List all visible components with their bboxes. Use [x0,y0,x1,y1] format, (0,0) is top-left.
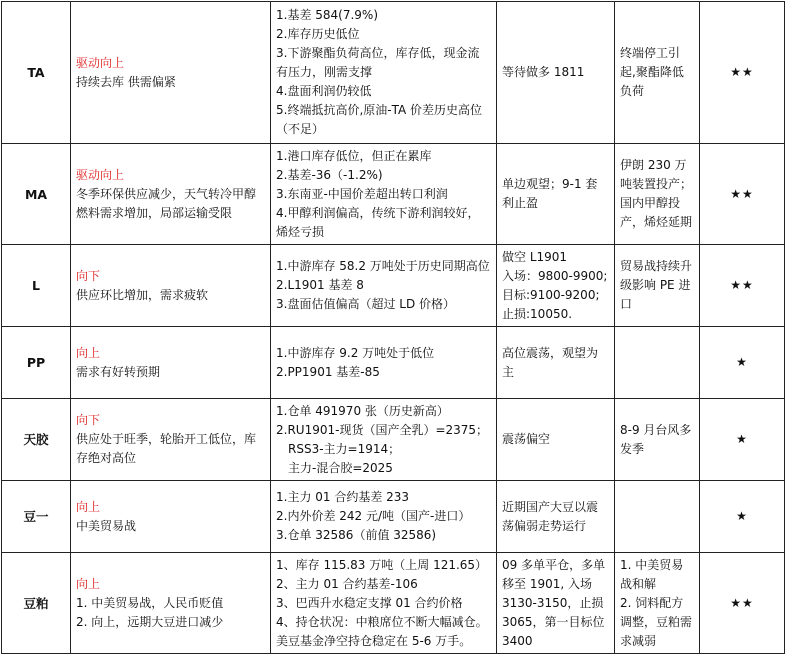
point-item: 3、巴西升水稳定支撑 01 合约价格 [276,595,463,610]
view-cell [71,399,271,481]
product-name: PP [2,327,71,399]
point-item: 1.中游库存 9.2 万吨处于低位 [276,345,435,360]
risk-text: 贸易战持续升级影响 PE 进口 [620,259,693,311]
strategy-cell [497,553,615,654]
point-item: 1、库存 115.83 万吨（上周 121.65） [276,557,488,572]
risk-text: 8-9 月台风多发季 [620,422,692,456]
point-item: 2.PP1901 基差-85 [276,364,380,379]
view-text: 供应环比增加，需求疲软 [76,287,209,302]
strategy-text: 09 多单平仓，多单移至 1901, 入场 3130-3150，止损 3065，第一目标位 3400 [502,557,606,648]
strategy-text: 高位震荡，观望为主 [502,345,599,379]
table-row [2,481,785,553]
point-item: 3.东南亚-中国价差超出转口利润 [276,186,448,201]
strategy-cell [497,2,615,144]
point-item: RSS3-主力=1914； [288,441,401,456]
view-text: 1. 中美贸易战，人民币贬值 [76,595,224,610]
direction-label: 驱动向上 [76,167,125,182]
risk-text: 2. 饲料配方调整，豆粕需求减弱 [620,595,693,648]
risk-text: 1. 中美贸易战和解 [620,557,684,591]
rating-stars: ★ [700,327,785,399]
points-cell [271,144,497,245]
view-cell [71,481,271,553]
point-item: 3.下游聚酯负荷高位，库存低，现金流有压力，刚需支撑 [276,46,480,79]
point-item: 1.主力 01 合约基差 233 [276,490,410,504]
strategy-text: 入场：9800-9900; [502,268,608,283]
point-item: 主力-混合胶=2025 [288,460,393,475]
rating-stars: ★★ [700,2,785,144]
point-item: 4、持仓状况：中粮席位不断大幅减仓。美豆基金净空持仓稳定在 5-6 万手。 [276,614,488,648]
point-item: 2.L1901 基差 8 [276,278,364,292]
point-item: 1.港口库存低位，但正在累库 [276,148,432,163]
strategy-cell [497,399,615,481]
direction-label: 向上 [76,345,101,360]
risk-cell [615,2,700,144]
product-name: TA [2,2,71,144]
point-item: 2、主力 01 合约基差-106 [276,576,418,591]
product-name: MA [2,144,71,245]
view-cell [71,2,271,144]
strategy-text: 做空 L1901 [502,249,568,264]
product-name: L [2,245,71,327]
view-text: 持续去库 供需偏紧 [76,74,176,89]
rating-stars: ★ [700,399,785,481]
point-item: 4.甲醇利润偏高，传统下游利润较好，烯烃亏损 [276,205,480,239]
points-cell [271,2,497,144]
point-item: 1.中游库存 58.2 万吨处于历史同期高位 [276,259,490,273]
rating-stars: ★★ [700,144,785,245]
risk-cell [615,327,700,399]
points-cell [271,399,497,481]
risk-cell [615,481,700,553]
table-row [2,327,785,399]
view-text: 2. 向上，远期大豆进口减少 [76,614,224,629]
point-item: 1.仓单 491970 张（历史新高） [276,403,449,418]
strategy-table [1,1,785,654]
view-cell [71,553,271,654]
view-text: 中美贸易战 [76,518,137,533]
point-item: 4.盘面利润仍较低 [276,84,372,98]
direction-label: 驱动向上 [76,55,125,70]
strategy-text: 止损:10050. [502,306,573,321]
product-name: 豆一 [2,481,71,553]
strategy-text: 震荡偏空 [502,432,551,446]
strategy-cell [497,327,615,399]
strategy-cell [497,245,615,327]
rating-stars: ★★ [700,245,785,327]
point-item: 2.基差-36（-1.2%) [276,167,383,182]
strategy-text: 单边观望；9-1 套利止盈 [502,177,598,210]
view-text: 冬季环保供应减少，天气转冷甲醇燃料需求增加，局部运输受限 [76,186,257,220]
risk-cell [615,245,700,327]
risk-cell [615,144,700,245]
table-row [2,399,785,481]
points-cell [271,327,497,399]
strategy-text: 等待做多 1811 [502,65,585,79]
strategy-cell [497,144,615,245]
point-item: 3.盘面估值偏高（超过 LD 价格） [276,297,456,311]
view-text: 需求有好转预期 [76,364,161,379]
table-row [2,2,785,144]
strategy-text: 近期国产大豆以震荡偏弱走势运行 [502,499,599,533]
point-item: 5.终端抵抗高价,原油-TA 价差历史高位（不足） [276,103,483,136]
risk-text: 伊朗 230 万吨装置投产；国内甲醇投产，烯烃延期 [620,158,693,229]
view-text: 供应处于旺季，轮胎开工低位，库存绝对高位 [76,432,257,465]
risk-text: 终端停工引起,聚酯降低负荷 [620,46,684,98]
point-item: 1.基差 584(7.9%) [276,8,379,22]
point-item: 2.内外价差 242 元/吨（国产-进口） [276,509,471,523]
points-cell [271,481,497,553]
point-item: 3.仓单 32586（前值 32586) [276,528,437,542]
rating-stars: ★ [700,481,785,553]
rating-stars: ★★ [700,553,785,654]
risk-cell [615,399,700,481]
risk-cell [615,553,700,654]
direction-label: 向上 [76,499,101,514]
point-item: 2.RU1901-现货（国产全乳）=2375； [276,422,489,437]
product-name: 天胶 [2,399,71,481]
direction-label: 向上 [76,576,101,591]
strategy-text: 目标:9100-9200; [502,287,600,302]
direction-label: 向下 [76,413,101,427]
product-name: 豆粕 [2,553,71,654]
table-row [2,144,785,245]
strategy-cell [497,481,615,553]
table-row [2,553,785,654]
direction-label: 向下 [76,268,101,283]
table-row [2,245,785,327]
view-cell [71,245,271,327]
view-cell [71,327,271,399]
point-item: 2.库存历史低位 [276,27,360,41]
view-cell [71,144,271,245]
points-cell [271,553,497,654]
points-cell [271,245,497,327]
